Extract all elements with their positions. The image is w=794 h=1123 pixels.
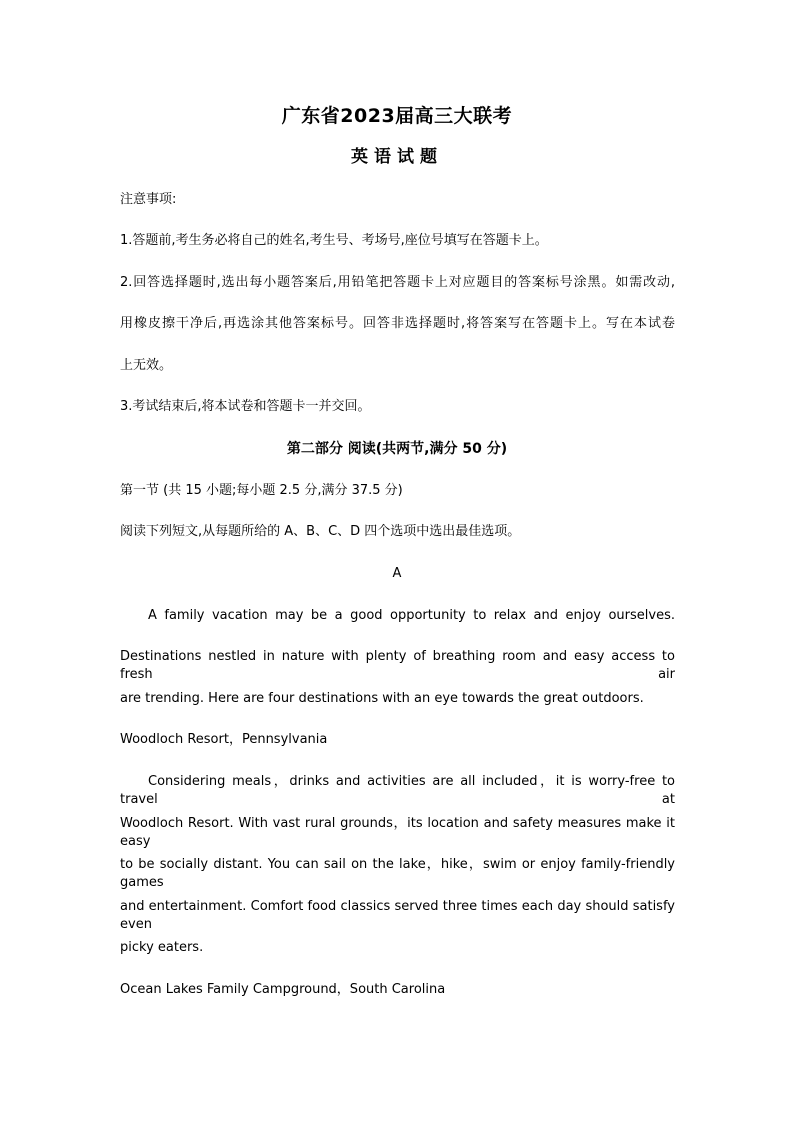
destination-1-line-5: picky eaters. [120, 940, 204, 955]
destination-1-line-1: Considering meals，drinks and activities are all included，it is worry-free to travel at [120, 774, 675, 807]
passage-intro-line-2: Destinations nestled in nature with plenty of breathing room and easy access to fresh air [120, 649, 675, 682]
part-two-heading: 第二部分 阅读(共两节,满分 50 分) [286, 441, 508, 457]
exam-subtitle: 英语试题 [351, 147, 443, 167]
exam-title: 广东省2023届高三大联考 [281, 105, 513, 127]
passage-intro-line-3: are trending. Here are four destinations with an eye towards the great outdoors. [120, 691, 644, 706]
section-one-heading: 第一节 (共 15 小题;每小题 2.5 分,满分 37.5 分) [120, 483, 403, 498]
passage-intro-line-1: A family vacation may be a good opportunity to relax and enjoy ourselves. [148, 608, 675, 623]
notice-item-3: 3.考试结束后,将本试卷和答题卡一并交回。 [120, 399, 371, 414]
reading-instruction: 阅读下列短文,从每题所给的 A、B、C、D 四个选项中选出最佳选项。 [120, 524, 521, 539]
destination-1-line-4: and entertainment. Comfort food classics served three times each day should satisfy even [120, 899, 675, 932]
passage-label: A [392, 566, 402, 581]
destination-1-title: Woodloch Resort，Pennsylvania [120, 732, 328, 747]
destination-1-line-3: to be socially distant. You can sail on the lake，hike，swim or enjoy family-friendly games [120, 857, 675, 890]
notice-item-2-line-2: 用橡皮擦干净后,再选涂其他答案标号。回答非选择题时,将答案写在答题卡上。写在本试卷 [120, 316, 675, 331]
notice-item-1: 1.答题前,考生务必将自己的姓名,考生号、考场号,座位号填写在答题卡上。 [120, 233, 548, 248]
notice-item-2-line-1: 2.回答选择题时,选出每小题答案后,用铅笔把答题卡上对应题目的答案标号涂黑。如需改动, [120, 275, 675, 290]
destination-1-line-2: Woodloch Resort. With vast rural grounds，its location and safety measures make it easy [120, 816, 675, 849]
notice-item-2-line-3: 上无效。 [120, 358, 173, 373]
notice-heading: 注意事项: [120, 192, 177, 207]
destination-2-title: Ocean Lakes Family Campground，South Carolina [120, 982, 446, 997]
